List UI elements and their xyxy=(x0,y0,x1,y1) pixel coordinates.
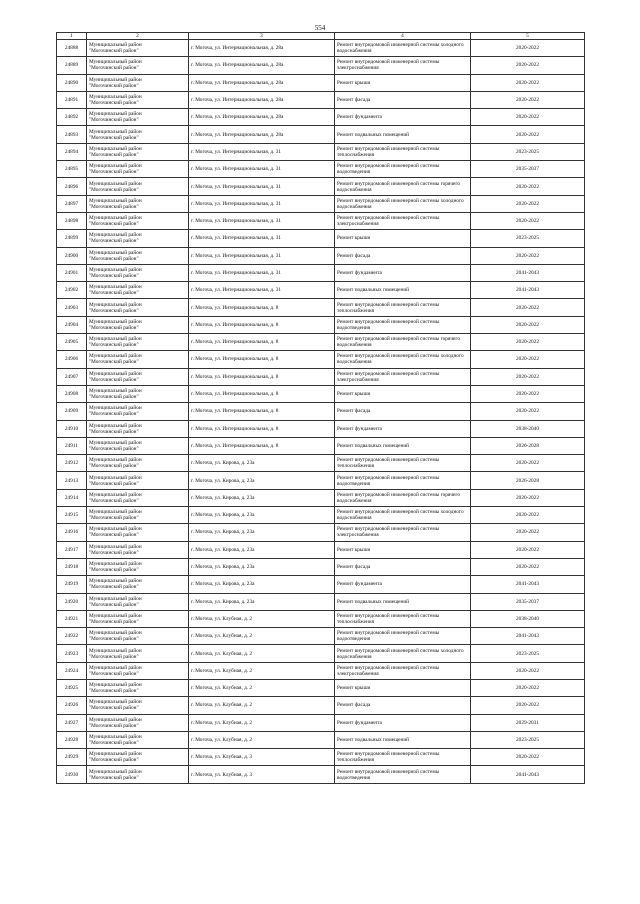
table-row xyxy=(57,385,585,402)
table-row xyxy=(57,524,585,541)
row-number: 24918 xyxy=(57,558,87,575)
period-cell: 2041-2043 xyxy=(471,264,585,281)
address-cell: г. Могоча, ул. Кирова, д. 23а xyxy=(189,541,335,558)
row-number: 24928 xyxy=(57,731,87,748)
row-number: 24891 xyxy=(57,91,87,108)
period-cell: 2029-2031 xyxy=(471,714,585,731)
municipality-cell: Муниципальный район "Могочинский район" xyxy=(87,437,189,454)
address-cell: г. Могоча, ул. Интернациональная, д. 8 xyxy=(189,368,335,385)
work-type-cell: Ремонт фундамента xyxy=(335,264,471,281)
address-cell: г. Могоча, ул. Кирова, д. 23а xyxy=(189,507,335,524)
municipality-cell: Муниципальный район "Могочинский район" xyxy=(87,109,189,126)
address-cell: г. Могоча, ул. Интернациональная, д. 8 xyxy=(189,334,335,351)
address-cell: г. Могоча, ул. Интернациональная, д. 31 xyxy=(189,178,335,195)
period-cell: 2041-2043 xyxy=(471,628,585,645)
row-number: 24893 xyxy=(57,126,87,143)
period-cell: 2020-2022 xyxy=(471,541,585,558)
row-number: 24924 xyxy=(57,662,87,679)
table-row xyxy=(57,40,585,57)
work-type-cell: Ремонт крыши xyxy=(335,679,471,696)
row-number: 24923 xyxy=(57,645,87,662)
table-row xyxy=(57,368,585,385)
row-number: 24912 xyxy=(57,455,87,472)
period-cell: 2020-2022 xyxy=(471,403,585,420)
row-number: 24905 xyxy=(57,334,87,351)
municipality-cell: Муниципальный район "Могочинский район" xyxy=(87,679,189,696)
period-cell: 2020-2022 xyxy=(471,351,585,368)
table-row xyxy=(57,143,585,160)
row-number: 24906 xyxy=(57,351,87,368)
municipality-cell: Муниципальный район "Могочинский район" xyxy=(87,558,189,575)
address-cell: г. Могоча, ул. Интернациональная, д. 31 xyxy=(189,143,335,160)
period-cell: 2038-2040 xyxy=(471,420,585,437)
work-type-cell: Ремонт крыши xyxy=(335,74,471,91)
period-cell: 2020-2022 xyxy=(471,109,585,126)
period-cell: 2023-2025 xyxy=(471,143,585,160)
work-type-cell: Ремонт внутридомовой инженерной системы теплоснабжения xyxy=(335,749,471,766)
period-cell: 2020-2022 xyxy=(471,178,585,195)
municipality-cell: Муниципальный район "Могочинский район" xyxy=(87,662,189,679)
table-row xyxy=(57,126,585,143)
table-row xyxy=(57,697,585,714)
table-row xyxy=(57,161,585,178)
table-row xyxy=(57,558,585,575)
table-row xyxy=(57,731,585,748)
row-number: 24929 xyxy=(57,749,87,766)
period-cell: 2023-2025 xyxy=(471,645,585,662)
period-cell: 2020-2022 xyxy=(471,455,585,472)
address-cell: г. Могоча, ул. Интернациональная, д. 31 xyxy=(189,264,335,281)
municipality-cell: Муниципальный район "Могочинский район" xyxy=(87,455,189,472)
row-number: 24914 xyxy=(57,489,87,506)
period-cell: 2020-2022 xyxy=(471,489,585,506)
municipality-cell: Муниципальный район "Могочинский район" xyxy=(87,195,189,212)
row-number: 24927 xyxy=(57,714,87,731)
row-number: 24919 xyxy=(57,576,87,593)
row-number: 24921 xyxy=(57,610,87,627)
municipality-cell: Муниципальный район "Могочинский район" xyxy=(87,385,189,402)
period-cell: 2023-2025 xyxy=(471,230,585,247)
municipality-cell: Муниципальный район "Могочинский район" xyxy=(87,766,189,783)
municipality-cell: Муниципальный район "Могочинский район" xyxy=(87,472,189,489)
municipality-cell: Муниципальный район "Могочинский район" xyxy=(87,91,189,108)
municipality-cell: Муниципальный район "Могочинский район" xyxy=(87,247,189,264)
municipality-cell: Муниципальный район "Могочинский район" xyxy=(87,57,189,74)
table-row xyxy=(57,212,585,229)
table-body xyxy=(57,40,585,784)
address-cell: г. Могоча, ул. Интернациональная, д. 28а xyxy=(189,91,335,108)
municipality-cell: Муниципальный район "Могочинский район" xyxy=(87,610,189,627)
work-type-cell: Ремонт внутридомовой инженерной системы водоотведения xyxy=(335,161,471,178)
work-type-cell: Ремонт внутридомовой инженерной системы горячего водоснабжения xyxy=(335,489,471,506)
municipality-cell: Муниципальный район "Могочинский район" xyxy=(87,628,189,645)
period-cell: 2020-2022 xyxy=(471,316,585,333)
row-number: 24910 xyxy=(57,420,87,437)
period-cell: 2020-2022 xyxy=(471,662,585,679)
municipality-cell: Муниципальный район "Могочинский район" xyxy=(87,264,189,281)
period-cell: 2026-2028 xyxy=(471,472,585,489)
table-row xyxy=(57,420,585,437)
row-number: 24907 xyxy=(57,368,87,385)
row-number: 24898 xyxy=(57,212,87,229)
work-type-cell: Ремонт внутридомовой инженерной системы водоотведения xyxy=(335,766,471,783)
address-cell: г. Могоча, ул. Клубная, д. 2 xyxy=(189,697,335,714)
work-type-cell: Ремонт внутридомовой инженерной системы холодного водоснабжения xyxy=(335,645,471,662)
row-number: 24926 xyxy=(57,697,87,714)
table-row xyxy=(57,334,585,351)
table-row xyxy=(57,679,585,696)
municipality-cell: Муниципальный район "Могочинский район" xyxy=(87,161,189,178)
row-number: 24892 xyxy=(57,109,87,126)
address-cell: г. Могоча, ул. Кирова, д. 23а xyxy=(189,593,335,610)
row-number: 24916 xyxy=(57,524,87,541)
address-cell: г. Могоча, ул. Интернациональная, д. 28а xyxy=(189,40,335,57)
municipality-cell: Муниципальный район "Могочинский район" xyxy=(87,524,189,541)
period-cell: 2020-2022 xyxy=(471,524,585,541)
period-cell: 2020-2022 xyxy=(471,749,585,766)
municipality-cell: Муниципальный район "Могочинский район" xyxy=(87,351,189,368)
address-cell: г. Могоча, ул. Кирова, д. 23а xyxy=(189,576,335,593)
period-cell: 2020-2022 xyxy=(471,57,585,74)
address-cell: г. Могоча, ул. Клубная, д. 2 xyxy=(189,662,335,679)
work-type-cell: Ремонт фасада xyxy=(335,558,471,575)
row-number: 24895 xyxy=(57,161,87,178)
table-row xyxy=(57,628,585,645)
work-type-cell: Ремонт фасада xyxy=(335,403,471,420)
address-cell: г. Могоча, ул. Интернациональная, д. 31 xyxy=(189,247,335,264)
municipality-cell: Муниципальный район "Могочинский район" xyxy=(87,230,189,247)
period-cell: 2041-2043 xyxy=(471,766,585,783)
municipality-cell: Муниципальный район "Могочинский район" xyxy=(87,316,189,333)
work-type-cell: Ремонт фундамента xyxy=(335,109,471,126)
municipality-cell: Муниципальный район "Могочинский район" xyxy=(87,178,189,195)
period-cell: 2020-2022 xyxy=(471,334,585,351)
period-cell: 2020-2022 xyxy=(471,40,585,57)
table-row xyxy=(57,74,585,91)
work-type-cell: Ремонт внутридомовой инженерной системы горячего водоснабжения xyxy=(335,178,471,195)
row-number: 24896 xyxy=(57,178,87,195)
work-type-cell: Ремонт внутридомовой инженерной системы теплоснабжения xyxy=(335,299,471,316)
municipality-cell: Муниципальный район "Могочинский район" xyxy=(87,74,189,91)
row-number: 24911 xyxy=(57,437,87,454)
table-row xyxy=(57,662,585,679)
table-row xyxy=(57,766,585,783)
work-type-cell: Ремонт подвальных помещений xyxy=(335,731,471,748)
period-cell: 2020-2022 xyxy=(471,385,585,402)
table-row xyxy=(57,282,585,299)
table-row xyxy=(57,264,585,281)
period-cell: 2020-2022 xyxy=(471,507,585,524)
municipality-cell: Муниципальный район "Могочинский район" xyxy=(87,334,189,351)
table-row xyxy=(57,109,585,126)
address-cell: г. Могоча, ул. Кирова, д. 23а xyxy=(189,455,335,472)
table-row xyxy=(57,351,585,368)
row-number: 24904 xyxy=(57,316,87,333)
table-row xyxy=(57,489,585,506)
work-type-cell: Ремонт подвальных помещений xyxy=(335,282,471,299)
work-type-cell: Ремонт внутридомовой инженерной системы теплоснабжения xyxy=(335,143,471,160)
address-cell: г. Могоча, ул. Клубная, д. 3 xyxy=(189,766,335,783)
header-row xyxy=(57,33,585,40)
address-cell: г. Могоча, ул. Клубная, д. 2 xyxy=(189,714,335,731)
work-type-cell: Ремонт крыши xyxy=(335,230,471,247)
municipality-cell: Муниципальный район "Могочинский район" xyxy=(87,576,189,593)
address-cell: г. Могоча, ул. Интернациональная, д. 31 xyxy=(189,282,335,299)
address-cell: г. Могоча, ул. Интернациональная, д. 8 xyxy=(189,351,335,368)
period-cell: 2020-2022 xyxy=(471,195,585,212)
row-number: 24913 xyxy=(57,472,87,489)
table-row xyxy=(57,57,585,74)
table-row xyxy=(57,507,585,524)
capital-repair-table xyxy=(56,32,585,784)
period-cell: 2020-2022 xyxy=(471,697,585,714)
period-cell: 2041-2043 xyxy=(471,282,585,299)
municipality-cell: Муниципальный район "Могочинский район" xyxy=(87,645,189,662)
address-cell: г. Могоча, ул. Кирова, д. 23а xyxy=(189,558,335,575)
period-cell: 2020-2022 xyxy=(471,368,585,385)
address-cell: г. Могоча, ул. Клубная, д. 2 xyxy=(189,645,335,662)
row-number: 24897 xyxy=(57,195,87,212)
table-row xyxy=(57,645,585,662)
row-number: 24915 xyxy=(57,507,87,524)
work-type-cell: Ремонт внутридомовой инженерной системы холодного водоснабжения xyxy=(335,507,471,524)
row-number: 24900 xyxy=(57,247,87,264)
row-number: 24925 xyxy=(57,679,87,696)
row-number: 24920 xyxy=(57,593,87,610)
municipality-cell: Муниципальный район "Могочинский район" xyxy=(87,507,189,524)
period-cell: 2020-2022 xyxy=(471,299,585,316)
municipality-cell: Муниципальный район "Могочинский район" xyxy=(87,593,189,610)
municipality-cell: Муниципальный район "Могочинский район" xyxy=(87,420,189,437)
period-cell: 2026-2028 xyxy=(471,437,585,454)
table-row xyxy=(57,178,585,195)
address-cell: г. Могоча, ул. Интернациональная, д. 8 xyxy=(189,316,335,333)
address-cell: г. Могоча, ул. Интернациональная, д. 8 xyxy=(189,420,335,437)
address-cell: г. Могоча, ул. Интернациональная, д. 8 xyxy=(189,299,335,316)
page-number: 554 xyxy=(314,24,326,32)
address-cell: г. Могоча, ул. Интернациональная, д. 8 xyxy=(189,385,335,402)
work-type-cell: Ремонт внутридомовой инженерной системы водоотведения xyxy=(335,316,471,333)
municipality-cell: Муниципальный район "Могочинский район" xyxy=(87,489,189,506)
work-type-cell: Ремонт фасада xyxy=(335,697,471,714)
period-cell: 2020-2022 xyxy=(471,91,585,108)
municipality-cell: Муниципальный район "Могочинский район" xyxy=(87,368,189,385)
address-cell: г. Могоча, ул. Интернациональная, д. 8 xyxy=(189,403,335,420)
municipality-cell: Муниципальный район "Могочинский район" xyxy=(87,40,189,57)
address-cell: г. Могоча, ул. Интернациональная, д. 31 xyxy=(189,161,335,178)
row-number: 24909 xyxy=(57,403,87,420)
row-number: 24930 xyxy=(57,766,87,783)
work-type-cell: Ремонт внутридомовой инженерной системы электроснабжения xyxy=(335,524,471,541)
period-cell: 2020-2022 xyxy=(471,247,585,264)
address-cell: г. Могоча, ул. Интернациональная, д. 31 xyxy=(189,195,335,212)
column-header-2: 2 xyxy=(87,33,189,40)
row-number: 24890 xyxy=(57,74,87,91)
address-cell: г. Могоча, ул. Интернациональная, д. 31 xyxy=(189,212,335,229)
municipality-cell: Муниципальный район "Могочинский район" xyxy=(87,403,189,420)
municipality-cell: Муниципальный район "Могочинский район" xyxy=(87,282,189,299)
row-number: 24922 xyxy=(57,628,87,645)
work-type-cell: Ремонт подвальных помещений xyxy=(335,593,471,610)
municipality-cell: Муниципальный район "Могочинский район" xyxy=(87,299,189,316)
period-cell: 2038-2040 xyxy=(471,610,585,627)
period-cell: 2020-2022 xyxy=(471,558,585,575)
period-cell: 2020-2022 xyxy=(471,212,585,229)
table-row xyxy=(57,316,585,333)
work-type-cell: Ремонт крыши xyxy=(335,385,471,402)
row-number: 24894 xyxy=(57,143,87,160)
period-cell: 2023-2025 xyxy=(471,731,585,748)
row-number: 24903 xyxy=(57,299,87,316)
work-type-cell: Ремонт фундамента xyxy=(335,420,471,437)
municipality-cell: Муниципальный район "Могочинский район" xyxy=(87,126,189,143)
work-type-cell: Ремонт внутридомовой инженерной системы электроснабжения xyxy=(335,368,471,385)
address-cell: г. Могоча, ул. Кирова, д. 23а xyxy=(189,472,335,489)
column-header-1: 1 xyxy=(57,33,87,40)
work-type-cell: Ремонт внутридомовой инженерной системы электроснабжения xyxy=(335,662,471,679)
work-type-cell: Ремонт фундамента xyxy=(335,576,471,593)
municipality-cell: Муниципальный район "Могочинский район" xyxy=(87,212,189,229)
table-row xyxy=(57,749,585,766)
work-type-cell: Ремонт фасада xyxy=(335,91,471,108)
period-cell: 2035-2037 xyxy=(471,161,585,178)
row-number: 24902 xyxy=(57,282,87,299)
address-cell: г. Могоча, ул. Клубная, д. 2 xyxy=(189,679,335,696)
work-type-cell: Ремонт внутридомовой инженерной системы теплоснабжения xyxy=(335,455,471,472)
table-row xyxy=(57,437,585,454)
work-type-cell: Ремонт внутридомовой инженерной системы горячего водоснабжения xyxy=(335,334,471,351)
municipality-cell: Муниципальный район "Могочинский район" xyxy=(87,143,189,160)
row-number: 24901 xyxy=(57,264,87,281)
period-cell: 2041-2043 xyxy=(471,576,585,593)
column-header-5: 5 xyxy=(471,33,585,40)
row-number: 24888 xyxy=(57,40,87,57)
address-cell: г. Могоча, ул. Интернациональная, д. 28а xyxy=(189,126,335,143)
municipality-cell: Муниципальный район "Могочинский район" xyxy=(87,749,189,766)
work-type-cell: Ремонт фундамента xyxy=(335,714,471,731)
row-number: 24908 xyxy=(57,385,87,402)
period-cell: 2020-2022 xyxy=(471,679,585,696)
table-row xyxy=(57,230,585,247)
work-type-cell: Ремонт внутридомовой инженерной системы водоотведения xyxy=(335,628,471,645)
period-cell: 2035-2037 xyxy=(471,593,585,610)
table-row xyxy=(57,576,585,593)
address-cell: г. Могоча, ул. Кирова, д. 23а xyxy=(189,489,335,506)
address-cell: г. Могоча, ул. Кирова, д. 23а xyxy=(189,524,335,541)
row-number: 24917 xyxy=(57,541,87,558)
work-type-cell: Ремонт внутридомовой инженерной системы водоотведения xyxy=(335,472,471,489)
work-type-cell: Ремонт подвальных помещений xyxy=(335,437,471,454)
row-number: 24889 xyxy=(57,57,87,74)
period-cell: 2020-2022 xyxy=(471,126,585,143)
table-row xyxy=(57,610,585,627)
table-row xyxy=(57,91,585,108)
table-row xyxy=(57,472,585,489)
work-type-cell: Ремонт внутридомовой инженерной системы электроснабжения xyxy=(335,57,471,74)
column-header-3: 3 xyxy=(189,33,335,40)
work-type-cell: Ремонт фасада xyxy=(335,247,471,264)
address-cell: г. Могоча, ул. Интернациональная, д. 28а xyxy=(189,57,335,74)
address-cell: г. Могоча, ул. Клубная, д. 2 xyxy=(189,628,335,645)
table-row xyxy=(57,541,585,558)
row-number: 24899 xyxy=(57,230,87,247)
table-row xyxy=(57,714,585,731)
work-type-cell: Ремонт внутридомовой инженерной системы теплоснабжения xyxy=(335,610,471,627)
work-type-cell: Ремонт внутридомовой инженерной системы холодного водоснабжения xyxy=(335,195,471,212)
address-cell: г. Могоча, ул. Интернациональная, д. 28а xyxy=(189,109,335,126)
municipality-cell: Муниципальный район "Могочинский район" xyxy=(87,541,189,558)
table-row xyxy=(57,403,585,420)
address-cell: г. Могоча, ул. Клубная, д. 2 xyxy=(189,610,335,627)
table-row xyxy=(57,195,585,212)
period-cell: 2020-2022 xyxy=(471,74,585,91)
address-cell: г. Могоча, ул. Клубная, д. 3 xyxy=(189,749,335,766)
work-type-cell: Ремонт крыши xyxy=(335,541,471,558)
table-row xyxy=(57,455,585,472)
table-header xyxy=(57,33,585,40)
address-cell: г. Могоча, ул. Интернациональная, д. 8 xyxy=(189,437,335,454)
address-cell: г. Могоча, ул. Интернациональная, д. 31 xyxy=(189,230,335,247)
municipality-cell: Муниципальный район "Могочинский район" xyxy=(87,714,189,731)
work-type-cell: Ремонт внутридомовой инженерной системы холодного водоснабжения xyxy=(335,40,471,57)
municipality-cell: Муниципальный район "Могочинский район" xyxy=(87,731,189,748)
column-header-4: 4 xyxy=(335,33,471,40)
table-row xyxy=(57,247,585,264)
address-cell: г. Могоча, ул. Клубная, д. 2 xyxy=(189,731,335,748)
table-row xyxy=(57,299,585,316)
address-cell: г. Могоча, ул. Интернациональная, д. 28а xyxy=(189,74,335,91)
table-row xyxy=(57,593,585,610)
municipality-cell: Муниципальный район "Могочинский район" xyxy=(87,697,189,714)
work-type-cell: Ремонт внутридомовой инженерной системы холодного водоснабжения xyxy=(335,351,471,368)
work-type-cell: Ремонт внутридомовой инженерной системы электроснабжения xyxy=(335,212,471,229)
work-type-cell: Ремонт подвальных помещений xyxy=(335,126,471,143)
